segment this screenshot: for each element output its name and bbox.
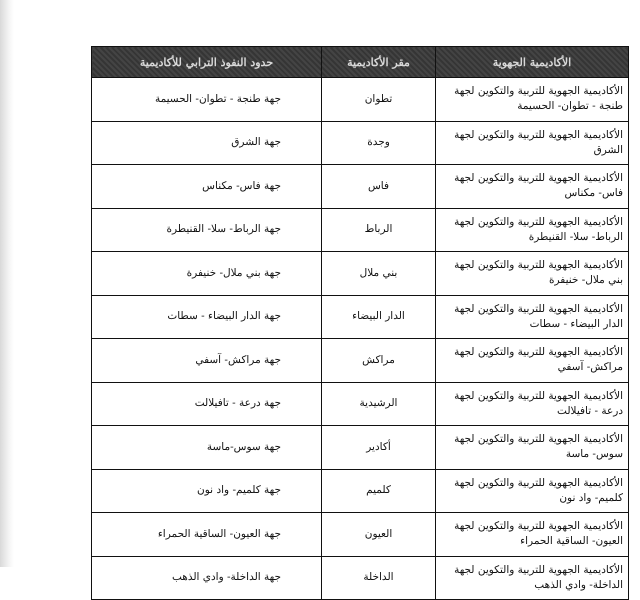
academy-cell: الأكاديمية الجهوية للتربية والتكوين لجهة مراكش- آسفي: [436, 339, 629, 383]
academies-table: [91, 46, 629, 600]
academy-cell: الأكاديمية الجهوية للتربية والتكوين لجهة الرباط- سلا- القنيطرة: [436, 208, 629, 252]
scan-page-edge: [0, 0, 14, 567]
academy-cell: الأكاديمية الجهوية للتربية والتكوين لجهة الدار البيضاء - سطات: [436, 295, 629, 339]
region-cell: جهة سوس-ماسة: [92, 426, 322, 470]
table-row: [92, 165, 629, 209]
seat-cell: الرشيدية: [322, 382, 436, 426]
header-seat: مقر الأكاديمية: [322, 47, 436, 78]
seat-cell: الدار البيضاء: [322, 295, 436, 339]
academy-cell: الأكاديمية الجهوية للتربية والتكوين لجهة كلميم- واد نون: [436, 469, 629, 513]
region-cell: جهة الشرق: [92, 121, 322, 165]
region-cell: جهة الدار البيضاء - سطات: [92, 295, 322, 339]
table-row: [92, 121, 629, 165]
seat-cell: كلميم: [322, 469, 436, 513]
table-row: [92, 469, 629, 513]
seat-cell: الداخلة: [322, 556, 436, 600]
region-cell: جهة فاس- مكناس: [92, 165, 322, 209]
table-row: [92, 513, 629, 557]
seat-cell: تطوان: [322, 78, 436, 122]
academy-cell: الأكاديمية الجهوية للتربية والتكوين لجهة بني ملال- خنيفرة: [436, 252, 629, 296]
table-row: [92, 295, 629, 339]
table-row: [92, 78, 629, 122]
seat-cell: أكادير: [322, 426, 436, 470]
region-cell: جهة العيون- الساقية الحمراء: [92, 513, 322, 557]
seat-cell: وجدة: [322, 121, 436, 165]
academy-cell: الأكاديمية الجهوية للتربية والتكوين لجهة الداخلة- وادي الذهب: [436, 556, 629, 600]
region-cell: جهة كلميم- واد نون: [92, 469, 322, 513]
header-academy: الأكاديمية الجهوية: [436, 47, 629, 78]
academy-cell: الأكاديمية الجهوية للتربية والتكوين لجهة طنجة - تطوان- الحسيمة: [436, 78, 629, 122]
seat-cell: فاس: [322, 165, 436, 209]
region-cell: جهة الداخلة- وادي الذهب: [92, 556, 322, 600]
table-row: [92, 556, 629, 600]
academy-cell: الأكاديمية الجهوية للتربية والتكوين لجهة فاس- مكناس: [436, 165, 629, 209]
seat-cell: مراكش: [322, 339, 436, 383]
academy-cell: الأكاديمية الجهوية للتربية والتكوين لجهة سوس- ماسة: [436, 426, 629, 470]
academy-cell: الأكاديمية الجهوية للتربية والتكوين لجهة العيون- الساقية الحمراء: [436, 513, 629, 557]
region-cell: جهة طنجة - تطوان- الحسيمة: [92, 78, 322, 122]
table-row: [92, 339, 629, 383]
table-header-row: [92, 47, 629, 78]
table-row: [92, 426, 629, 470]
region-cell: جهة درعة - تافيلالت: [92, 382, 322, 426]
table-row: [92, 208, 629, 252]
region-cell: جهة بني ملال- خنيفرة: [92, 252, 322, 296]
table-row: [92, 252, 629, 296]
seat-cell: الرباط: [322, 208, 436, 252]
seat-cell: بني ملال: [322, 252, 436, 296]
region-cell: جهة الرباط- سلا- القنيطرة: [92, 208, 322, 252]
header-region: حدود النفوذ الترابي للأكاديمية: [92, 47, 322, 78]
region-cell: جهة مراكش- آسفي: [92, 339, 322, 383]
academy-cell: الأكاديمية الجهوية للتربية والتكوين لجهة الشرق: [436, 121, 629, 165]
table-row: [92, 382, 629, 426]
seat-cell: العيون: [322, 513, 436, 557]
academy-cell: الأكاديمية الجهوية للتربية والتكوين لجهة درعة - تافيلالت: [436, 382, 629, 426]
